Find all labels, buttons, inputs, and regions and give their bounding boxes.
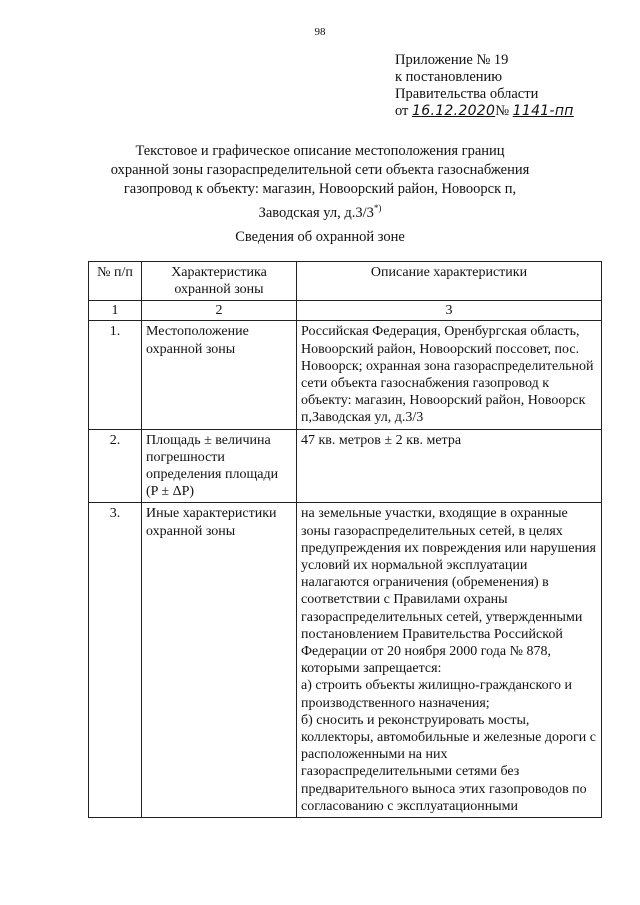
row-description-main: на земельные участки, входящие в охранные зоны газораспределительных сетей, в целях предупреждения их повреждения или нарушения условий их нормальной эксплуатации налагаются ограничения (обременения) в соответствии с Правилами охраны газораспределительных сетей, утвержденными постановлением Правительства Российской Федерации от 20 ноября 2000 года № 878, которыми запрещается:: [301, 506, 596, 677]
appendix-line-3: Правительства области: [395, 86, 539, 102]
document-title: [60, 142, 580, 223]
table-row: [89, 429, 602, 503]
section-subtitle: Сведения об охранной зоне: [235, 229, 405, 245]
row-characteristic: Иные характеристики охранной зоны: [142, 503, 297, 818]
table-row: [89, 321, 602, 429]
appendix-number-label: №: [495, 103, 510, 119]
title-address: Заводская ул, д.3/3: [258, 204, 374, 221]
row-description: [297, 503, 602, 818]
row-description: 47 кв. метров ± 2 кв. метра: [297, 429, 602, 503]
appendix-from-label: от: [395, 103, 409, 119]
row-characteristic: Площадь ± величина погрешности определения площади (P ± ΔP): [142, 429, 297, 503]
appendix-block: [395, 52, 574, 120]
title-line-2: охранной зоны газораспределительной сети объекта газоснабжения: [110, 162, 530, 178]
header-number: № п/п: [89, 262, 142, 301]
row-number: 2.: [89, 429, 142, 503]
index-cell-1: 1: [89, 301, 142, 321]
title-line-4: [60, 199, 580, 223]
appendix-number: 1141-пп: [512, 103, 574, 119]
row-number: 3.: [89, 503, 142, 818]
table-row: [89, 503, 602, 818]
page-number: 98: [314, 26, 326, 38]
table-header-row: [89, 262, 602, 301]
row-characteristic: Местоположение охранной зоны: [142, 321, 297, 429]
footnote-mark: *): [373, 203, 382, 213]
header-characteristic: Характеристика охранной зоны: [142, 262, 297, 301]
row-number: 1.: [89, 321, 142, 429]
row-description-item-b: б) сносить и реконструировать мосты, коллекторы, автомобильные и железные дороги с расположенными на них газораспределительными сетями без предварительного выноса этих газопроводов по согласованию с эксплуатационными: [301, 712, 596, 814]
table-index-row: [89, 301, 602, 321]
row-description: Российская Федерация, Оренбургская область, Новоорский район, Новоорский поссовет, пос. Новоорск; охранная зона газораспределительной сети объекта газоснабжения газопровод к объекту: магазин, Новоорский район, Новоорск п,Заводская ул, д.3/3: [297, 321, 602, 429]
index-cell-2: 2: [142, 301, 297, 321]
zone-table: [88, 261, 602, 818]
index-cell-3: 3: [297, 301, 602, 321]
row-description-item-a: а) строить объекты жилищно-гражданского и производственного назначения;: [301, 678, 572, 711]
title-line-1: Текстовое и графическое описание местоположения границ: [135, 143, 505, 159]
appendix-line-2: к постановлению: [395, 69, 503, 85]
appendix-date: 16.12.2020: [412, 103, 496, 119]
appendix-line-1: Приложение № 19: [395, 52, 509, 68]
header-description: Описание характеристики: [297, 262, 602, 301]
appendix-line-4: [395, 103, 574, 120]
title-line-3: газопровод к объекту: магазин, Новоорский район, Новоорск п,: [123, 181, 517, 197]
